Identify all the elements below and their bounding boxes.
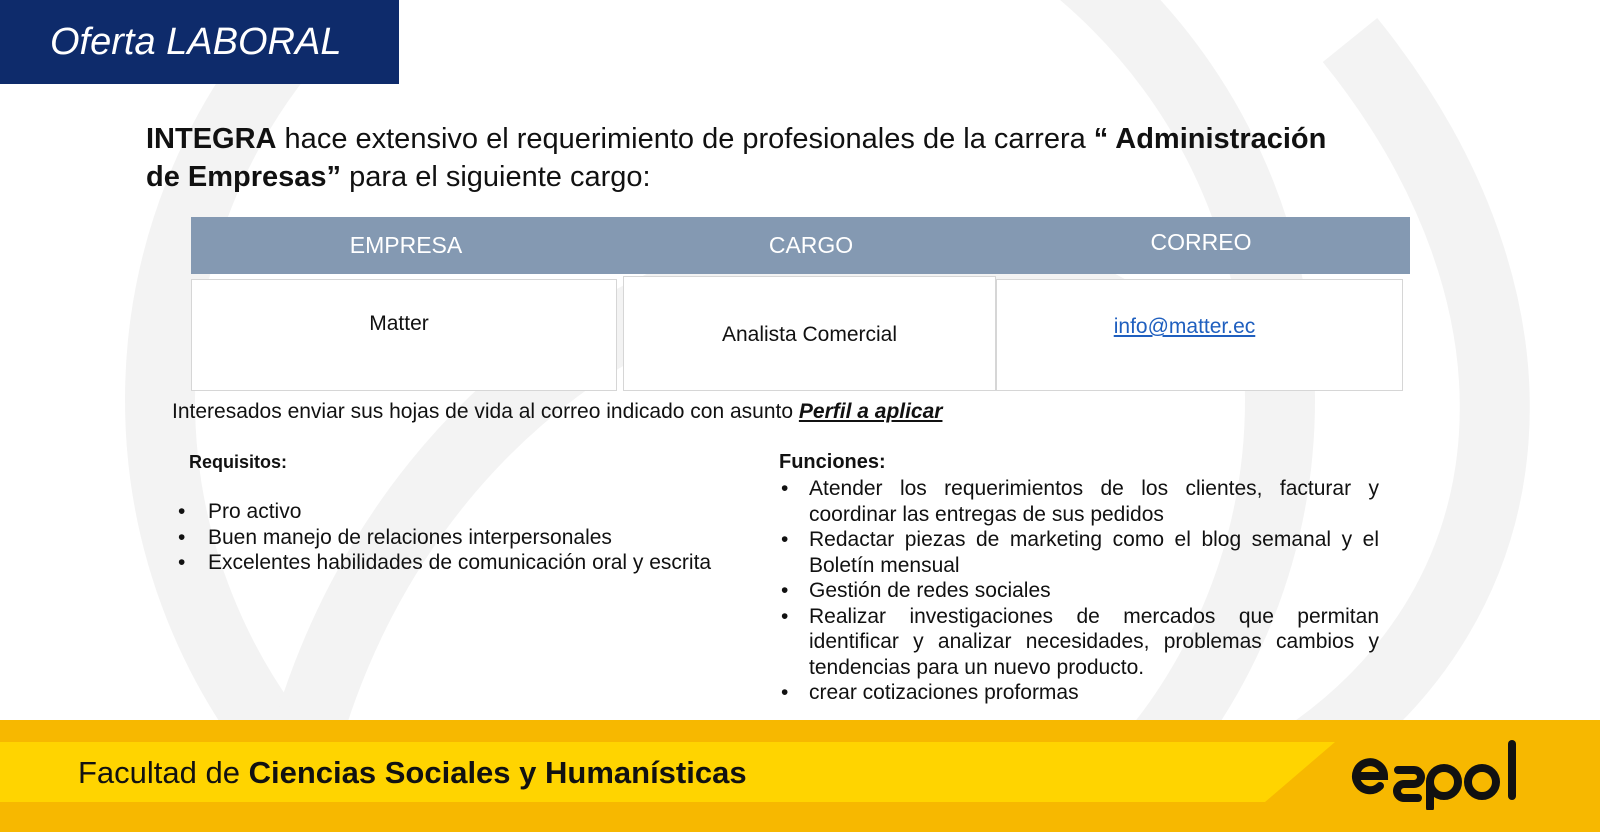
note-text: Interesados enviar sus hojas de vida al correo indicado con asunto [172, 400, 799, 423]
list-item: • Gestión de redes sociales [779, 578, 1379, 604]
faculty-prefix: Facultad de [78, 755, 249, 790]
list-item: • Excelentes habilidades de comunicación oral y escrita [176, 550, 711, 576]
functions-title: Funciones: [779, 451, 886, 473]
cell-empresa [191, 279, 617, 391]
career-name: “ Administración de Empresas” [146, 123, 1327, 193]
list-item: • crear cotizaciones proformas [779, 680, 1379, 706]
intro-text-2: para el siguiente cargo: [341, 161, 651, 193]
cell-correo [996, 279, 1403, 391]
intro-paragraph [146, 120, 1366, 196]
empresa-value: Matter [369, 312, 429, 335]
faculty-label [78, 755, 747, 791]
cargo-value: Analista Comercial [721, 323, 898, 346]
cell-cargo [623, 276, 996, 391]
list-item: • Realizar investigaciones de mercados que permitan identificar y analizar necesidades, problemas cambios y tendencias para un nuevo producto. [779, 604, 1379, 681]
page-title-banner [0, 0, 399, 84]
list-item: • Atender los requerimientos de los clientes, facturar y coordinar las entregas de sus pedidos [779, 476, 1379, 527]
faculty-name: Ciencias Sociales y Humanísticas [248, 755, 747, 790]
email-link[interactable]: info@matter.ec [1113, 315, 1256, 338]
requirements-title: Requisitos: [189, 452, 288, 472]
header-cargo: CARGO [768, 232, 854, 258]
header-empresa: EMPRESA [349, 232, 463, 258]
intro-text-1: hace extensivo el requerimiento de profesionales de la carrera [276, 123, 1094, 155]
functions-list [779, 476, 1379, 706]
note-subject: Perfil a aplicar [798, 400, 943, 423]
company-name: INTEGRA [146, 123, 277, 155]
list-item: • Redactar piezas de marketing como el blog semanal y el Boletín mensual [779, 527, 1379, 578]
list-item: • Pro activo [176, 499, 711, 525]
espol-logo [1348, 736, 1528, 810]
table-header [191, 217, 1410, 274]
list-item: • Buen manejo de relaciones interpersonales [176, 525, 711, 551]
header-correo: CORREO [1150, 229, 1252, 255]
requirements-list [176, 499, 711, 576]
instruction-note [172, 400, 942, 424]
page-title: Oferta LABORAL [50, 20, 342, 63]
